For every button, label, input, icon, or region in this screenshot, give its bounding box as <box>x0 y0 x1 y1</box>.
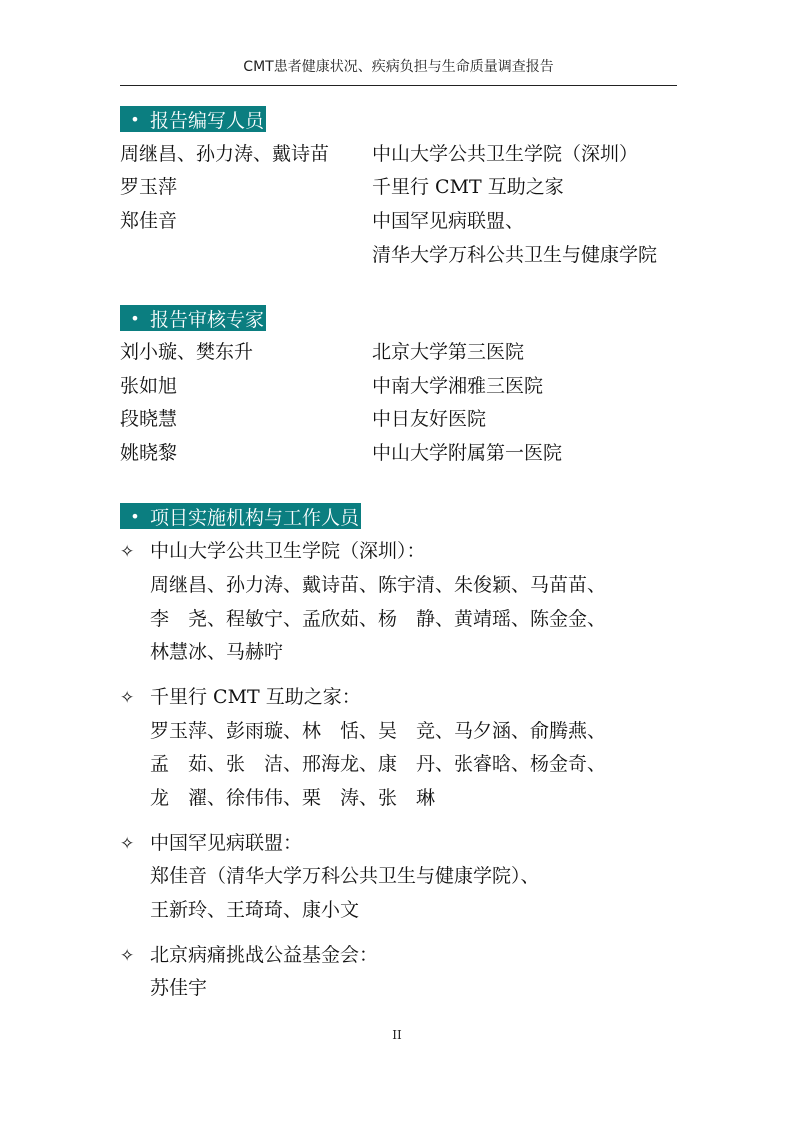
page-number: II <box>392 1028 402 1042</box>
section-heading-reviewers <box>120 305 266 331</box>
author-row <box>120 241 680 269</box>
author-row <box>120 207 680 235</box>
author-row <box>120 140 680 168</box>
author-names: 周继昌、孙力涛、戴诗苗 <box>120 143 330 165</box>
diamond-bullet-icon: ✧ <box>120 542 135 562</box>
reviewer-names: 姚晓黎 <box>120 442 178 464</box>
author-org: 中山大学公共卫生学院（深圳） <box>372 143 639 165</box>
staff-line: 罗玉萍、彭雨璇、林 恬、吴 竞、马夕涵、俞腾燕、 <box>150 720 607 742</box>
page-header: CMT患者健康状况、疾病负担与生命质量调查报告 <box>243 59 554 75</box>
author-names: 罗玉萍 <box>120 176 178 198</box>
section-title: 项目实施机构与工作人员 <box>150 506 360 529</box>
institution-name: 北京病痛挑战公益基金会： <box>150 944 379 966</box>
reviewer-org: 北京大学第三医院 <box>372 341 525 363</box>
reviewer-row <box>120 439 680 467</box>
staff-line: 林慧冰、马赫咛 <box>150 641 284 663</box>
author-org: 中国罕见病联盟、 <box>372 210 525 232</box>
author-org: 千里行 CMT 互助之家 <box>372 176 564 198</box>
staff-line: 郑佳音（清华大学万科公共卫生与健康学院）、 <box>150 865 540 887</box>
reviewer-org: 中山大学附属第一医院 <box>372 442 563 464</box>
institution-heading <box>120 941 378 970</box>
bullet-icon: • <box>130 506 140 526</box>
section-title: 报告编写人员 <box>150 109 265 132</box>
institution-heading <box>120 683 361 712</box>
staff-line: 李 尧、程敏宁、孟欣茹、杨 静、黄靖瑶、陈金金、 <box>150 608 607 630</box>
author-row <box>120 173 680 201</box>
reviewer-org: 中南大学湘雅三医院 <box>372 375 544 397</box>
diamond-bullet-icon: ✧ <box>120 946 135 966</box>
section-heading-authors <box>120 106 266 132</box>
reviewer-row <box>120 405 680 433</box>
staff-line: 苏佳宇 <box>150 977 208 999</box>
author-org: 清华大学万科公共卫生与健康学院 <box>372 244 658 266</box>
reviewer-row <box>120 338 680 366</box>
institution-name: 中山大学公共卫生学院（深圳）： <box>150 540 426 562</box>
institution-name: 千里行 CMT 互助之家： <box>150 686 361 708</box>
reviewer-names: 张如旭 <box>120 375 178 397</box>
staff-line: 孟 茹、张 洁、邢海龙、康 丹、张睿晗、杨金奇、 <box>150 753 607 775</box>
author-names: 郑佳音 <box>120 210 178 232</box>
staff-line: 龙 濯、徐伟伟、栗 涛、张 琳 <box>150 787 436 809</box>
reviewer-org: 中日友好医院 <box>372 408 487 430</box>
staff-line: 周继昌、孙力涛、戴诗苗、陈宇清、朱俊颖、马苗苗、 <box>150 574 607 596</box>
institution-heading <box>120 829 302 858</box>
section-title: 报告审核专家 <box>150 308 265 331</box>
section-heading-institutions <box>120 503 361 529</box>
bullet-icon: • <box>130 308 140 328</box>
bullet-icon: • <box>130 109 140 129</box>
diamond-bullet-icon: ✧ <box>120 834 135 854</box>
institution-heading <box>120 537 426 566</box>
institution-name: 中国罕见病联盟： <box>150 832 303 854</box>
header-rule <box>120 85 677 86</box>
diamond-bullet-icon: ✧ <box>120 688 135 708</box>
staff-line: 王新玲、王琦琦、康小文 <box>150 899 360 921</box>
reviewer-row <box>120 372 680 400</box>
reviewer-names: 刘小璇、樊东升 <box>120 341 254 363</box>
reviewer-names: 段晓慧 <box>120 408 178 430</box>
